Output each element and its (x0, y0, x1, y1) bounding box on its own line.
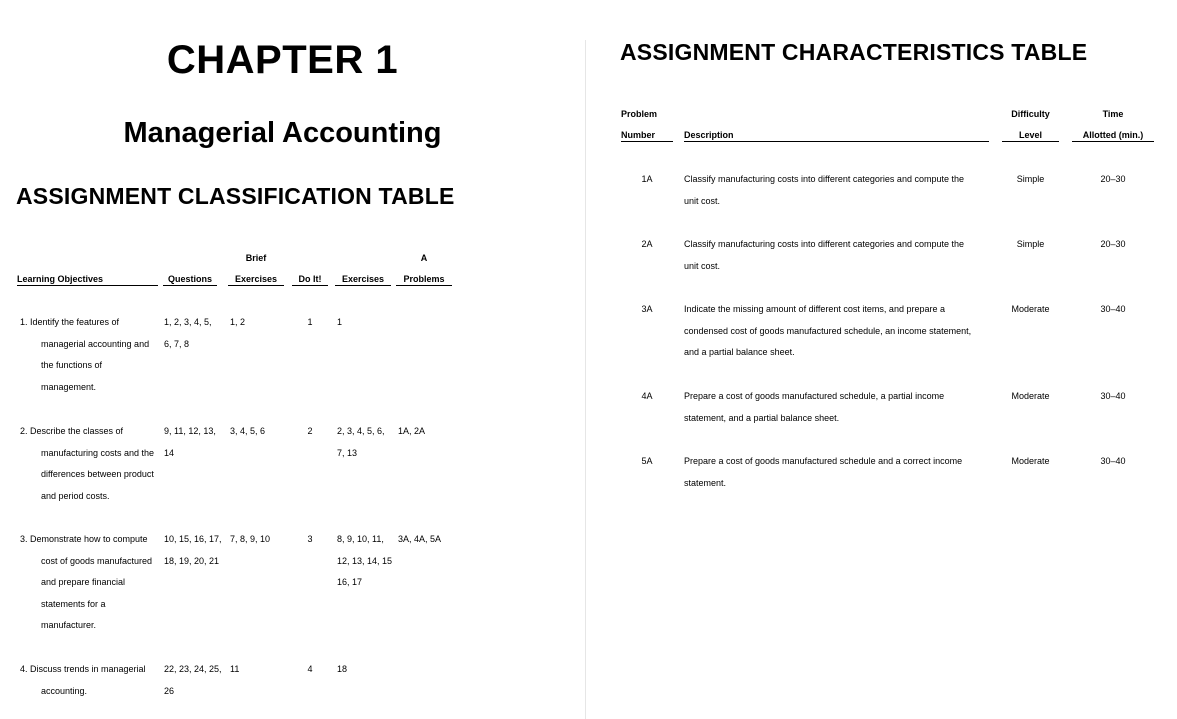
brief-exercises-text: 11 (230, 664, 240, 674)
header-description: Description (684, 130, 989, 142)
problem-number-text: 3A (641, 304, 653, 314)
problems-text: 3A, 4A, 5A (398, 534, 442, 544)
questions-text: 22, 23, 24, 25, (164, 664, 222, 674)
objective-text: managerial accounting and (41, 338, 150, 349)
classification-page (0, 0, 585, 719)
chapter-subtitle: Managerial Accounting (123, 117, 442, 149)
objective-text: cost of goods manufactured (41, 555, 153, 566)
objective-text: management. (41, 381, 97, 392)
objective-text: 4. Discuss trends in managerial (20, 664, 146, 674)
exercises-text: 8, 9, 10, 11, (337, 534, 384, 544)
description-text: Classify manufacturing costs into different categories and compute the (684, 174, 964, 184)
brief-exercises-text: 1, 2 (230, 317, 246, 327)
do-it-text: 4 (307, 664, 313, 674)
questions-text: 6, 7, 8 (164, 338, 190, 349)
header-questions: Questions (163, 274, 217, 286)
difficulty-level-text: Moderate (1011, 304, 1050, 314)
header-problems: Problems (396, 274, 452, 286)
questions-text: 18, 19, 20, 21 (164, 555, 220, 566)
problem-number-text: 5A (641, 456, 653, 466)
time-allotted-text: 30–40 (1100, 304, 1126, 314)
do-it-text: 2 (307, 426, 313, 436)
classification-table-title: ASSIGNMENT CLASSIFICATION TABLE (16, 183, 455, 209)
difficulty-level-text: Moderate (1011, 456, 1050, 466)
brief-exercises-text: 7, 8, 9, 10 (230, 534, 271, 544)
header-time-top: Time (1102, 109, 1124, 119)
exercises-text: 18 (337, 664, 348, 674)
description-text: unit cost. (684, 195, 721, 206)
description-text: statement, and a partial balance sheet. (684, 412, 840, 423)
characteristics-table-title: ASSIGNMENT CHARACTERISTICS TABLE (620, 39, 1088, 65)
header-difficulty-top: Difficulty (1011, 109, 1050, 119)
problem-number-text: 1A (641, 174, 653, 184)
objective-text: manufacturer. (41, 620, 97, 631)
time-allotted-text: 30–40 (1100, 391, 1126, 401)
objective-text: 3. Demonstrate how to compute (20, 534, 148, 544)
brief-exercises-text: 3, 4, 5, 6 (230, 426, 266, 436)
objective-text: accounting. (41, 685, 88, 696)
difficulty-level-text: Simple (1016, 174, 1045, 184)
questions-text: 10, 15, 16, 17, (164, 534, 222, 544)
objective-text: manufacturing costs and the (41, 447, 155, 458)
questions-text: 9, 11, 12, 13, (164, 426, 216, 436)
objective-text: 1. Identify the features of (20, 317, 120, 327)
description-text: condensed cost of goods manufactured schedule, an income statement, (684, 325, 972, 336)
exercises-text: 1 (337, 317, 343, 327)
objective-text: differences between product (41, 469, 154, 480)
header-learning-objectives: Learning Objectives (17, 274, 158, 286)
header-brief-top: Brief (245, 253, 267, 263)
objective-text: and prepare financial (41, 577, 126, 588)
header-problem-number: Number (621, 130, 673, 142)
header-a-top: A (420, 253, 428, 263)
problem-number-text: 2A (641, 239, 653, 249)
description-text: Prepare a cost of goods manufactured schedule and a correct income (684, 456, 963, 466)
do-it-text: 1 (307, 317, 313, 327)
time-allotted-text: 20–30 (1100, 239, 1126, 249)
description-text: Prepare a cost of goods manufactured schedule, a partial income (684, 391, 945, 401)
header-time-allotted: Allotted (min.) (1072, 130, 1154, 142)
header-do-it: Do It! (292, 274, 328, 286)
exercises-text: 2, 3, 4, 5, 6, (337, 426, 385, 436)
problem-number-text: 4A (641, 391, 653, 401)
header-brief-exercises: Exercises (228, 274, 284, 286)
problems-text: 1A, 2A (398, 426, 426, 436)
difficulty-level-text: Simple (1016, 239, 1045, 249)
time-allotted-text: 30–40 (1100, 456, 1126, 466)
objective-text: statements for a (41, 598, 106, 609)
questions-text: 14 (164, 447, 175, 458)
objective-text: the functions of (41, 360, 103, 371)
header-problem-top: Problem (621, 109, 658, 119)
exercises-text: 7, 13 (337, 447, 358, 458)
description-text: Classify manufacturing costs into different categories and compute the (684, 239, 964, 249)
difficulty-level-text: Moderate (1011, 391, 1050, 401)
header-difficulty-level: Level (1002, 130, 1059, 142)
header-exercises: Exercises (335, 274, 391, 286)
exercises-text: 16, 17 (337, 577, 363, 588)
time-allotted-text: 20–30 (1100, 174, 1126, 184)
objective-text: 2. Describe the classes of (20, 426, 124, 436)
questions-text: 26 (164, 685, 175, 696)
description-text: and a partial balance sheet. (684, 347, 795, 358)
questions-text: 1, 2, 3, 4, 5, (164, 317, 212, 327)
do-it-text: 3 (307, 534, 313, 544)
description-text: unit cost. (684, 260, 721, 271)
characteristics-page (586, 0, 1177, 719)
description-text: Indicate the missing amount of different cost items, and prepare a (684, 304, 945, 314)
description-text: statement. (684, 477, 727, 488)
objective-text: and period costs. (41, 490, 110, 501)
exercises-text: 12, 13, 14, 15 (337, 555, 393, 566)
chapter-title: CHAPTER 1 (166, 38, 399, 82)
